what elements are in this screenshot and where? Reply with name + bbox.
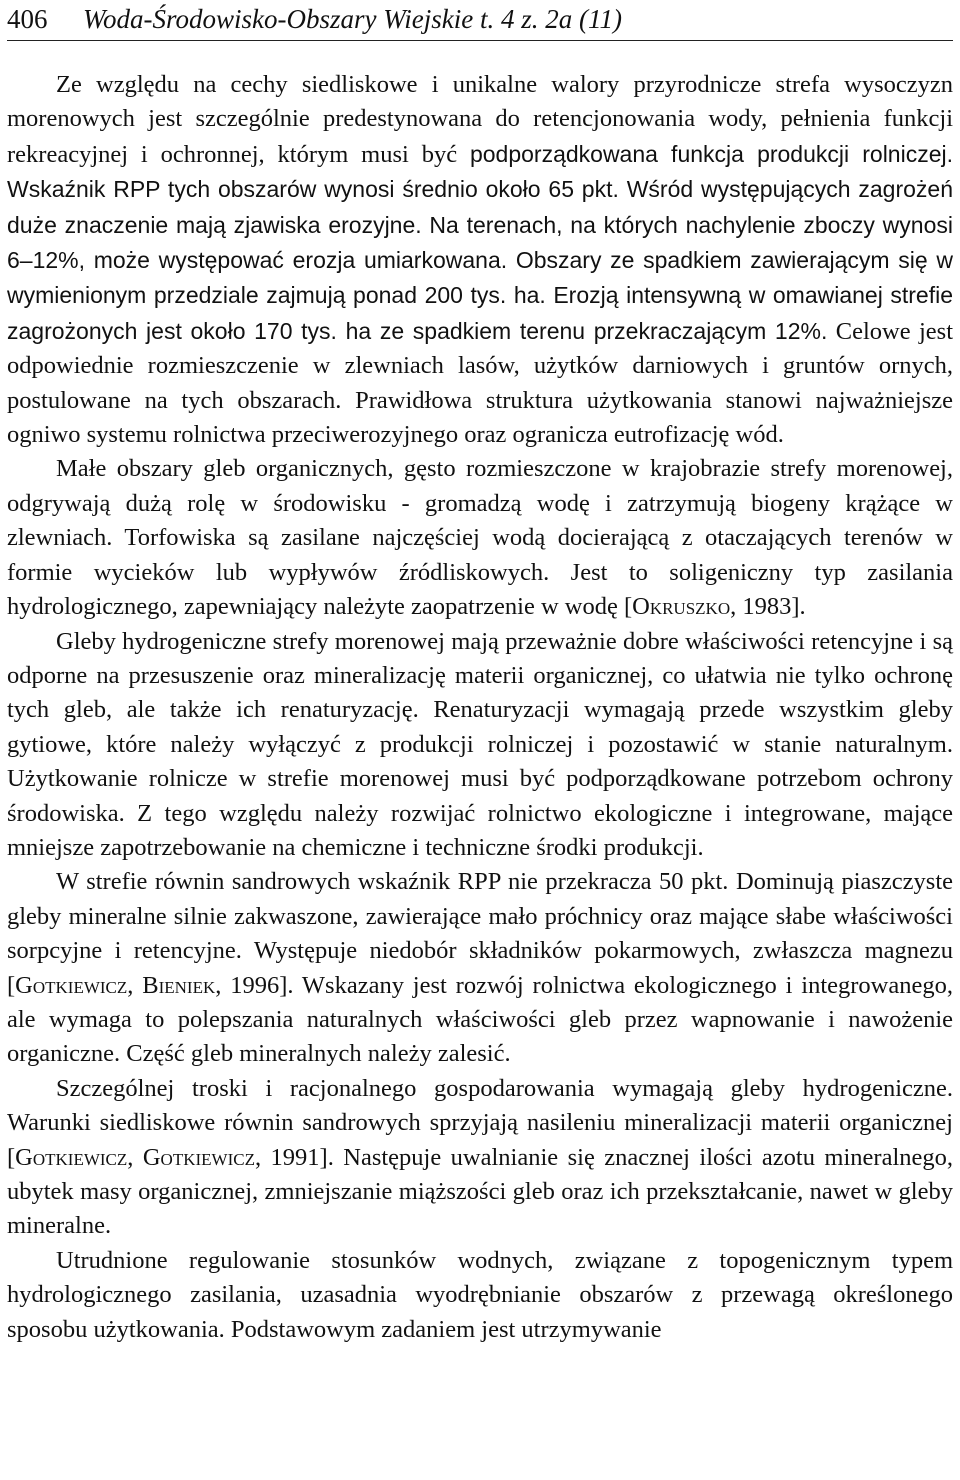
document-page <box>7 0 953 1480</box>
citation-separator: , <box>127 971 143 999</box>
paragraph-4 <box>7 865 953 1071</box>
citation-author: Okruszko <box>632 593 731 621</box>
paragraph-1-text-end: Celowe jest odpowiednie rozmieszczenie w zlewniach lasów, użytków darniowych i gruntów ornych, postulowane na tych obszarach. Prawidłowa struktura użytkowania stanowi najważniejsze ogniwo systemu rolnictwa przeciwerozyjnego oraz ogranicza eutrofizację wód. <box>7 317 953 449</box>
article-body <box>7 68 953 1347</box>
paragraph-5-text-end: , 1991]. Następuje uwalnianie się znacznej ilości azotu mineralnego, ubytek masy organicznej, zmniejszanie miąższości gleb oraz ich przekształcanie, nawet w gleby mineralne. <box>7 1143 954 1240</box>
paragraph-4-text-end: , 1996]. Wskazany jest rozwój rolnictwa ekologicznego i integrowanego, ale wymaga to polepszania naturalnych właściwości gleb przez wapnowanie i nawożenie organiczne. Część gleb mineralnych należy zalesić. <box>7 971 953 1068</box>
paragraph-2-text-start: Małe obszary gleb organicznych, gęsto rozmieszczone w krajobrazie strefy morenowej, odgrywają dużą rolę w środowisku - gromadzą wodę i zatrzymują biogeny krążące w zlewniach. Torfowiska są zasilane najczęściej wodą docierającą z otaczających terenów w formie wycieków lub wypływów źródliskowych. Jest to soligeniczny typ zasilania hydrologicznego, zapewniający należyte zaopatrzenie w wodę [ <box>7 455 953 621</box>
citation-author-1: Gotkiewicz <box>15 1143 128 1171</box>
paragraph-5 <box>7 1072 953 1244</box>
paragraph-2 <box>7 452 953 624</box>
paragraph-5-text-start: Szczególnej troski i racjonalnego gospodarowania wymagają gleby hydrogeniczne. Warunki siedliskowe równin sandrowych sprzyjają nasileniu mineralizacji materii organicznej [ <box>7 1074 953 1171</box>
paragraph-1-text-start: Ze względu na cechy siedliskowe i unikalne walory przyrodnicze strefa wysoczyzn morenowych jest szczególnie predestynowana do retencjonowania wody, pełnienia funkcji rekreacyjnej i ochronnej, którym musi być <box>7 71 953 168</box>
paragraph-4-text-start: W strefie równin sandrowych wskaźnik RPP nie przekracza 50 pkt. Dominują piaszczyste gleby mineralne silnie zakwaszone, zawierające mało próchnicy oraz mające słabe właściwości sorpcyjne i retencyjne. Występuje niedobór składników pokarmowych, zwłaszcza magnezu [ <box>7 868 953 999</box>
citation-separator: , <box>127 1143 143 1171</box>
paragraph-1 <box>7 68 953 452</box>
citation-author-2: Bieniek <box>142 971 216 999</box>
citation-author-2: Gotkiewicz <box>142 1143 255 1171</box>
paragraph-3: Gleby hydrogeniczne strefy morenowej mają przeważnie dobre właściwości retencyjne i są odporne na przesuszenie oraz mineralizację materii organicznej, co ułatwia nie tylko ochronę tych gleb, ale także ich renaturyzację. Renaturyzacji wymagają przede wszystkim gleby gytiowe, które należy wyłączyć z produkcji rolniczej i pozostawić w stanie naturalnym. Użytkowanie rolnicze w strefie morenowej musi być podporządkowane potrzebom ochrony środowiska. Z tego względu należy rozwijać rolnictwo ekologiczne i integrowane, mające mniejsze zapotrzebowanie na chemiczne i techniczne środki produkcji. <box>7 627 953 861</box>
citation-author-1: Gotkiewicz <box>15 971 128 999</box>
page-number: 406 <box>7 4 48 34</box>
paragraph-6: Utrudnione regulowanie stosunków wodnych, związane z topogenicznym typem hydrologicznego zasilania, uzasadnia wyodrębnianie obszarów z przewagą określonego sposobu użytkowania. Podstawowym zadaniem jest utrzymywanie <box>7 1246 953 1343</box>
running-header <box>7 0 953 41</box>
journal-title: Woda-Środowisko-Obszary Wiejskie t. 4 z. 2a (11) <box>83 4 622 34</box>
paragraph-2-text-end: , 1983]. <box>730 593 806 621</box>
paragraph-1-sans-text: podporządkowana funkcja produkcji rolniczej. Wskaźnik RPP tych obszarów wynosi średnio około 65 pkt. Wśród występujących zagrożeń duże znaczenie mają zjawiska erozyjne. Na terenach, na których nachylenie zboczy wynosi 6–12%, może występować erozja umiarkowana. Obszary ze spadkiem zawierającym się w wymienionym przedziale zajmują ponad 200 tys. ha. Erozją intensywną w omawianej strefie zagrożonych jest około 170 tys. ha ze spadkiem terenu przekraczającym 12%. <box>7 140 953 344</box>
